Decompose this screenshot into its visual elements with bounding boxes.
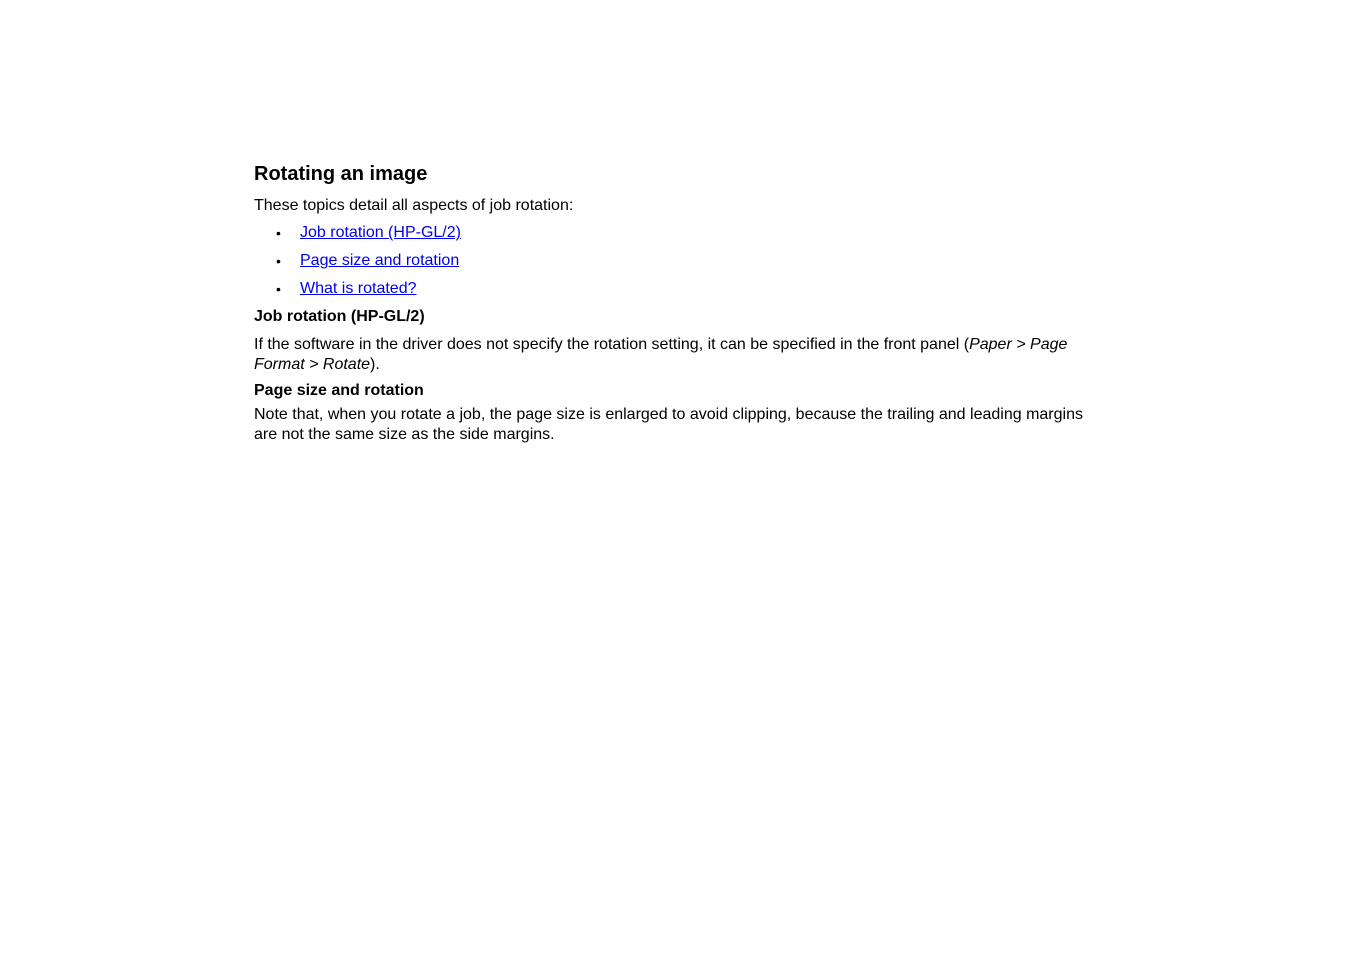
topic-list	[254, 223, 1084, 299]
bullet-icon: •	[276, 253, 281, 269]
document-page	[254, 162, 1084, 451]
job-rotation-paragraph	[254, 335, 1084, 375]
link-page-size-rotation[interactable]: Page size and rotation	[300, 252, 460, 269]
menu-path-paper: Paper	[969, 336, 1012, 353]
page-size-paragraph: Note that, when you rotate a job, the page size is enlarged to avoid clipping, because the trailing and leading margins are not the same size as the side margins.	[254, 406, 1083, 443]
menu-path-rotate: Rotate	[322, 356, 371, 373]
menu-path-page-format: Page Format	[254, 336, 1068, 373]
bullet-icon: •	[276, 281, 281, 297]
intro-text: These topics detail all aspects of job rotation:	[254, 197, 574, 214]
menu-path-separator: >	[1011, 336, 1031, 353]
section-heading-job-rotation: Job rotation (HP-GL/2)	[254, 308, 425, 325]
link-what-is-rotated[interactable]: What is rotated?	[300, 280, 417, 297]
list-item	[254, 251, 1084, 271]
bullet-icon: •	[276, 225, 281, 241]
menu-path-separator: >	[304, 356, 323, 373]
list-item	[254, 223, 1084, 243]
job-rotation-text-before: If the software in the driver does not specify the rotation setting, it can be specified in the front panel (	[254, 336, 970, 353]
link-job-rotation[interactable]: Job rotation (HP-GL/2)	[300, 224, 461, 241]
section-heading-page-size: Page size and rotation	[254, 382, 424, 399]
job-rotation-text-after: ).	[370, 356, 380, 373]
page-title: Rotating an image	[254, 163, 428, 185]
list-item	[254, 279, 1084, 299]
